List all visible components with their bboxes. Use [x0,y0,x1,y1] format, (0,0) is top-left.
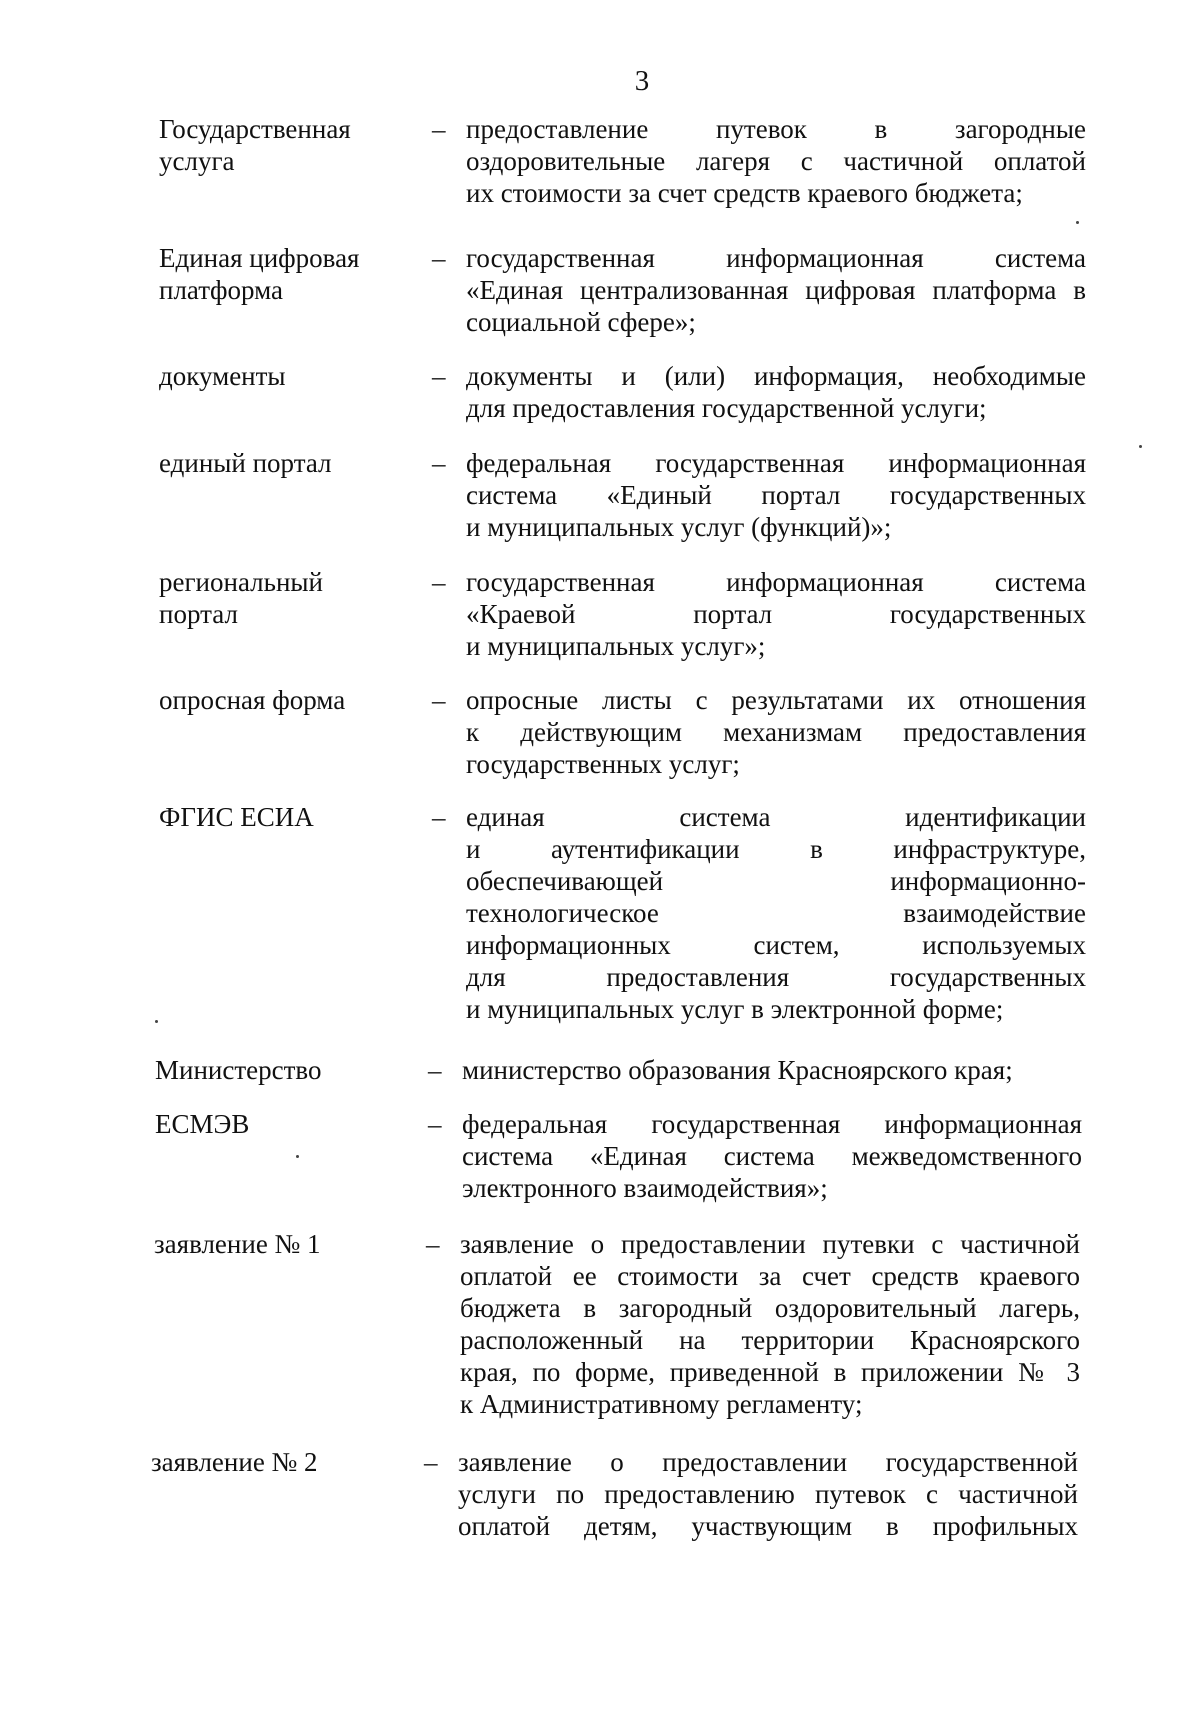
definition-term: документы [159,361,286,391]
definition-text [460,1228,1080,1420]
definition-term: ФГИС ЕСИА [159,802,314,832]
definition-text [466,566,1086,662]
definition-text [462,1054,1082,1086]
definition-text [466,447,1086,543]
definition-term: единый портал [159,448,332,478]
definition-line: «Краевой портал государственных [466,599,1086,629]
definition-line: заявление о предоставлении государственной [458,1447,1078,1477]
definition-dash: – [432,448,446,478]
definition-line: «Единая централизованная цифровая платформа в [466,275,1086,305]
definition-dash: – [432,361,446,391]
definition-dash: – [428,1055,442,1085]
definition-text [462,1108,1082,1204]
definition-line: технологическое взаимодействие [466,898,1086,928]
definition-line: информационных систем, используемых [466,930,1086,960]
definition-term: Министерство [155,1055,322,1085]
definition-line: для предоставления государственных [466,962,1086,992]
definition-dash: – [432,685,446,715]
definition-term: Единая цифровая платформа [159,243,360,305]
definition-line: государственная информационная система [466,243,1086,273]
definition-dash: – [428,1109,442,1139]
scan-speck [296,1155,299,1158]
scan-speck [1076,221,1079,224]
definition-term: заявление № 1 [154,1229,321,1259]
definition-line: социальной сфере»; [466,307,696,337]
definition-line: система «Единый портал государственных [466,480,1086,510]
definition-term: Государственная услуга [159,114,351,176]
definition-line: оплатой детям, участвующим в профильных [458,1511,1078,1541]
definition-dash: – [424,1447,438,1477]
definition-line: расположенный на территории Красноярского [460,1325,1080,1355]
scan-speck [155,1020,158,1023]
definition-line: и муниципальных услуг в электронной форме; [466,994,1004,1024]
definition-line: система «Единая система межведомственного [462,1141,1082,1171]
definition-text [458,1446,1078,1542]
definition-line: оздоровительные лагеря с частичной оплатой [466,146,1086,176]
definition-dash: – [432,243,446,273]
definition-text [466,113,1086,209]
definition-term: заявление № 2 [151,1447,318,1477]
definition-line: к действующим механизмам предоставления [466,717,1086,747]
definition-line: для предоставления государственной услуги; [466,393,987,423]
definition-dash: – [432,802,446,832]
definition-line: предоставление путевок в загородные [466,114,1086,144]
definition-line: единая система идентификации [466,802,1086,832]
definition-text [466,801,1086,1025]
definition-line: опросные листы с результатами их отношения [466,685,1086,715]
page-number: 3 [634,65,650,97]
definition-line: документы и (или) информация, необходимые [466,361,1086,391]
definition-line: министерство образования Красноярского края; [462,1055,1013,1085]
definition-line: услуги по предоставлению путевок с частичной [458,1479,1078,1509]
definition-text [466,242,1086,338]
definition-text [466,684,1086,780]
definition-line: и муниципальных услуг (функций)»; [466,512,892,542]
definition-line: и муниципальных услуг»; [466,631,766,661]
definition-term: ЕСМЭВ [155,1109,250,1139]
definition-line: и аутентификации в инфраструктуре, [466,834,1086,864]
definition-dash: – [426,1229,440,1259]
definition-line: заявление о предоставлении путевки с частичной [460,1229,1080,1259]
definition-term: региональный портал [159,567,324,629]
definition-text [466,360,1086,424]
definition-line: государственных услуг; [466,749,740,779]
definition-line: к Административному регламенту; [460,1389,863,1419]
scan-speck [1139,445,1142,448]
definition-line: федеральная государственная информационная [462,1109,1082,1139]
definition-term: опросная форма [159,685,346,715]
definition-line: обеспечивающей информационно- [466,866,1086,896]
definition-line: федеральная государственная информационная [466,448,1086,478]
definition-line: электронного взаимодействия»; [462,1173,828,1203]
definition-dash: – [432,567,446,597]
definition-line: оплатой ее стоимости за счет средств краевого [460,1261,1080,1291]
definition-dash: – [432,114,446,144]
definition-line: бюджета в загородный оздоровительный лагерь, [460,1293,1080,1323]
definition-line: государственная информационная система [466,567,1086,597]
definition-line: их стоимости за счет средств краевого бюджета; [466,178,1023,208]
definition-line: края, по форме, приведенной в приложении № 3 [460,1357,1080,1387]
